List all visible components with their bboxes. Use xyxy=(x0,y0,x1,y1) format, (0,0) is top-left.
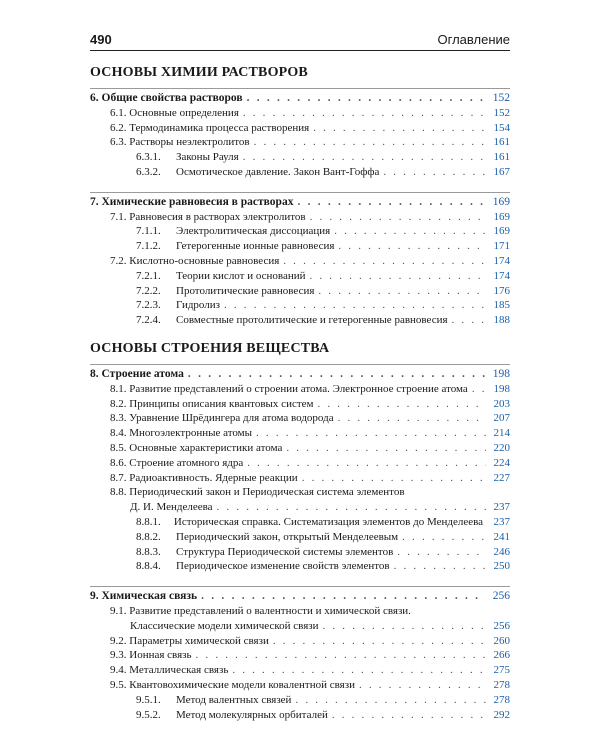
toc-entry[interactable]: 9.5.1. Метод валентных связей . . . 278 xyxy=(90,693,510,708)
toc-entry-continuation[interactable]: Д. И. Менделеева . . . 237 xyxy=(90,500,510,515)
chapter-divider xyxy=(90,88,510,89)
running-title: Оглавление xyxy=(437,32,510,47)
page-number: 490 xyxy=(90,32,112,47)
chapter-divider xyxy=(90,364,510,365)
toc-entry-first-line[interactable]: 8.8. Периодический закон и Периодическая система элементов xyxy=(110,486,405,499)
toc-chapter-7[interactable]: 7. Химические равновесия в растворах . . . 169 xyxy=(90,195,510,210)
toc-entry[interactable]: 6.3.2. Осмотическое давление. Закон Вант-Гоффа . . . 167 xyxy=(90,165,510,180)
toc-entry-continuation[interactable]: Классические модели химической связи . . . 256 xyxy=(90,619,510,634)
toc-entry-first-line[interactable]: 9.1. Развитие представлений о валентности и химической связи. xyxy=(110,604,411,617)
toc-entry[interactable]: 8.2. Принципы описания квантовых систем . . . 203 xyxy=(90,397,510,412)
toc-chapter-9[interactable]: 9. Химическая связь . . . 256 xyxy=(90,589,510,604)
toc-entry[interactable]: 9.5.2. Метод молекулярных орбиталей . . . 292 xyxy=(90,708,510,723)
toc-entry[interactable]: 9.4. Металлическая связь . . . 275 xyxy=(90,663,510,678)
toc-entry[interactable]: 7.2.4. Совместные протолитические и гетерогенные равновесия . . . 188 xyxy=(90,313,510,328)
part-block-2 xyxy=(90,338,510,722)
toc-entry[interactable]: 8.8.1. Историческая справка. Систематизация элементов до Менделеева 237 xyxy=(136,515,510,528)
toc-entry[interactable]: 7.2.2. Протолитические равновесия . . . 176 xyxy=(90,284,510,299)
part-title: ОСНОВЫ СТРОЕНИЯ ВЕЩЕСТВА xyxy=(90,341,330,356)
toc-entry[interactable]: 8.3. Уравнение Шрёдингера для атома водорода . . . 207 xyxy=(90,411,510,426)
running-header xyxy=(90,30,510,48)
header-rule xyxy=(90,50,510,51)
toc-entry[interactable]: 7.2.3. Гидролиз . . . 185 xyxy=(90,298,510,313)
toc-entry[interactable]: 9.2. Параметры химической связи . . . 260 xyxy=(90,634,510,649)
toc-entry[interactable]: 9.3. Ионная связь . . . 266 xyxy=(90,648,510,663)
toc-entry[interactable]: 6.3. Растворы неэлектролитов . . . 161 xyxy=(90,135,510,150)
toc-entry[interactable]: 8.1. Развитие представлений о строении атома. Электронное строение атома . . . 198 xyxy=(90,382,510,397)
chapter-divider xyxy=(90,192,510,193)
toc-entry[interactable]: 8.8.2. Периодический закон, открытый Менделеевым . . . 241 xyxy=(90,530,510,545)
toc-entry[interactable]: 7.2. Кислотно-основные равновесия . . . 174 xyxy=(90,254,510,269)
toc-entry[interactable]: 6.3.1. Законы Рауля . . . 161 xyxy=(90,150,510,165)
toc-chapter-8[interactable]: 8. Строение атома . . . 198 xyxy=(90,367,510,382)
toc-entry[interactable]: 6.2. Термодинамика процесса растворения . . . 154 xyxy=(90,121,510,136)
toc-entry[interactable]: 8.5. Основные характеристики атома . . . 220 xyxy=(90,441,510,456)
toc-entry[interactable]: 8.8.4. Периодическое изменение свойств элементов . . . 250 xyxy=(90,559,510,574)
toc-chapter-6[interactable]: 6. Общие свойства растворов . . . 152 xyxy=(90,91,510,106)
toc-entry[interactable]: 7.1. Равновесия в растворах электролитов . . . 169 xyxy=(90,210,510,225)
toc-entry[interactable]: 6.1. Основные определения . . . 152 xyxy=(90,106,510,121)
toc-entry[interactable]: 8.6. Строение атомного ядра . . . 224 xyxy=(90,456,510,471)
toc-entry[interactable]: 7.1.1. Электролитическая диссоциация . . . 169 xyxy=(90,224,510,239)
toc-entry[interactable]: 8.8.3. Структура Периодической системы элементов . . . 246 xyxy=(90,545,510,560)
toc-entry[interactable]: 7.2.1. Теории кислот и оснований . . . 174 xyxy=(90,269,510,284)
toc-entry[interactable]: 7.1.2. Гетерогенные ионные равновесия . . . 171 xyxy=(90,239,510,254)
part-block-1 xyxy=(90,62,510,328)
part-title: ОСНОВЫ ХИМИИ РАСТВОРОВ xyxy=(90,65,308,80)
chapter-divider xyxy=(90,586,510,587)
toc-entry[interactable]: 9.5. Квантовохимические модели ковалентной связи . . . 278 xyxy=(90,678,510,693)
toc-entry[interactable]: 8.7. Радиоактивность. Ядерные реакции . . . 227 xyxy=(90,471,510,486)
toc-entry[interactable]: 8.4. Многоэлектронные атомы . . . 214 xyxy=(90,426,510,441)
